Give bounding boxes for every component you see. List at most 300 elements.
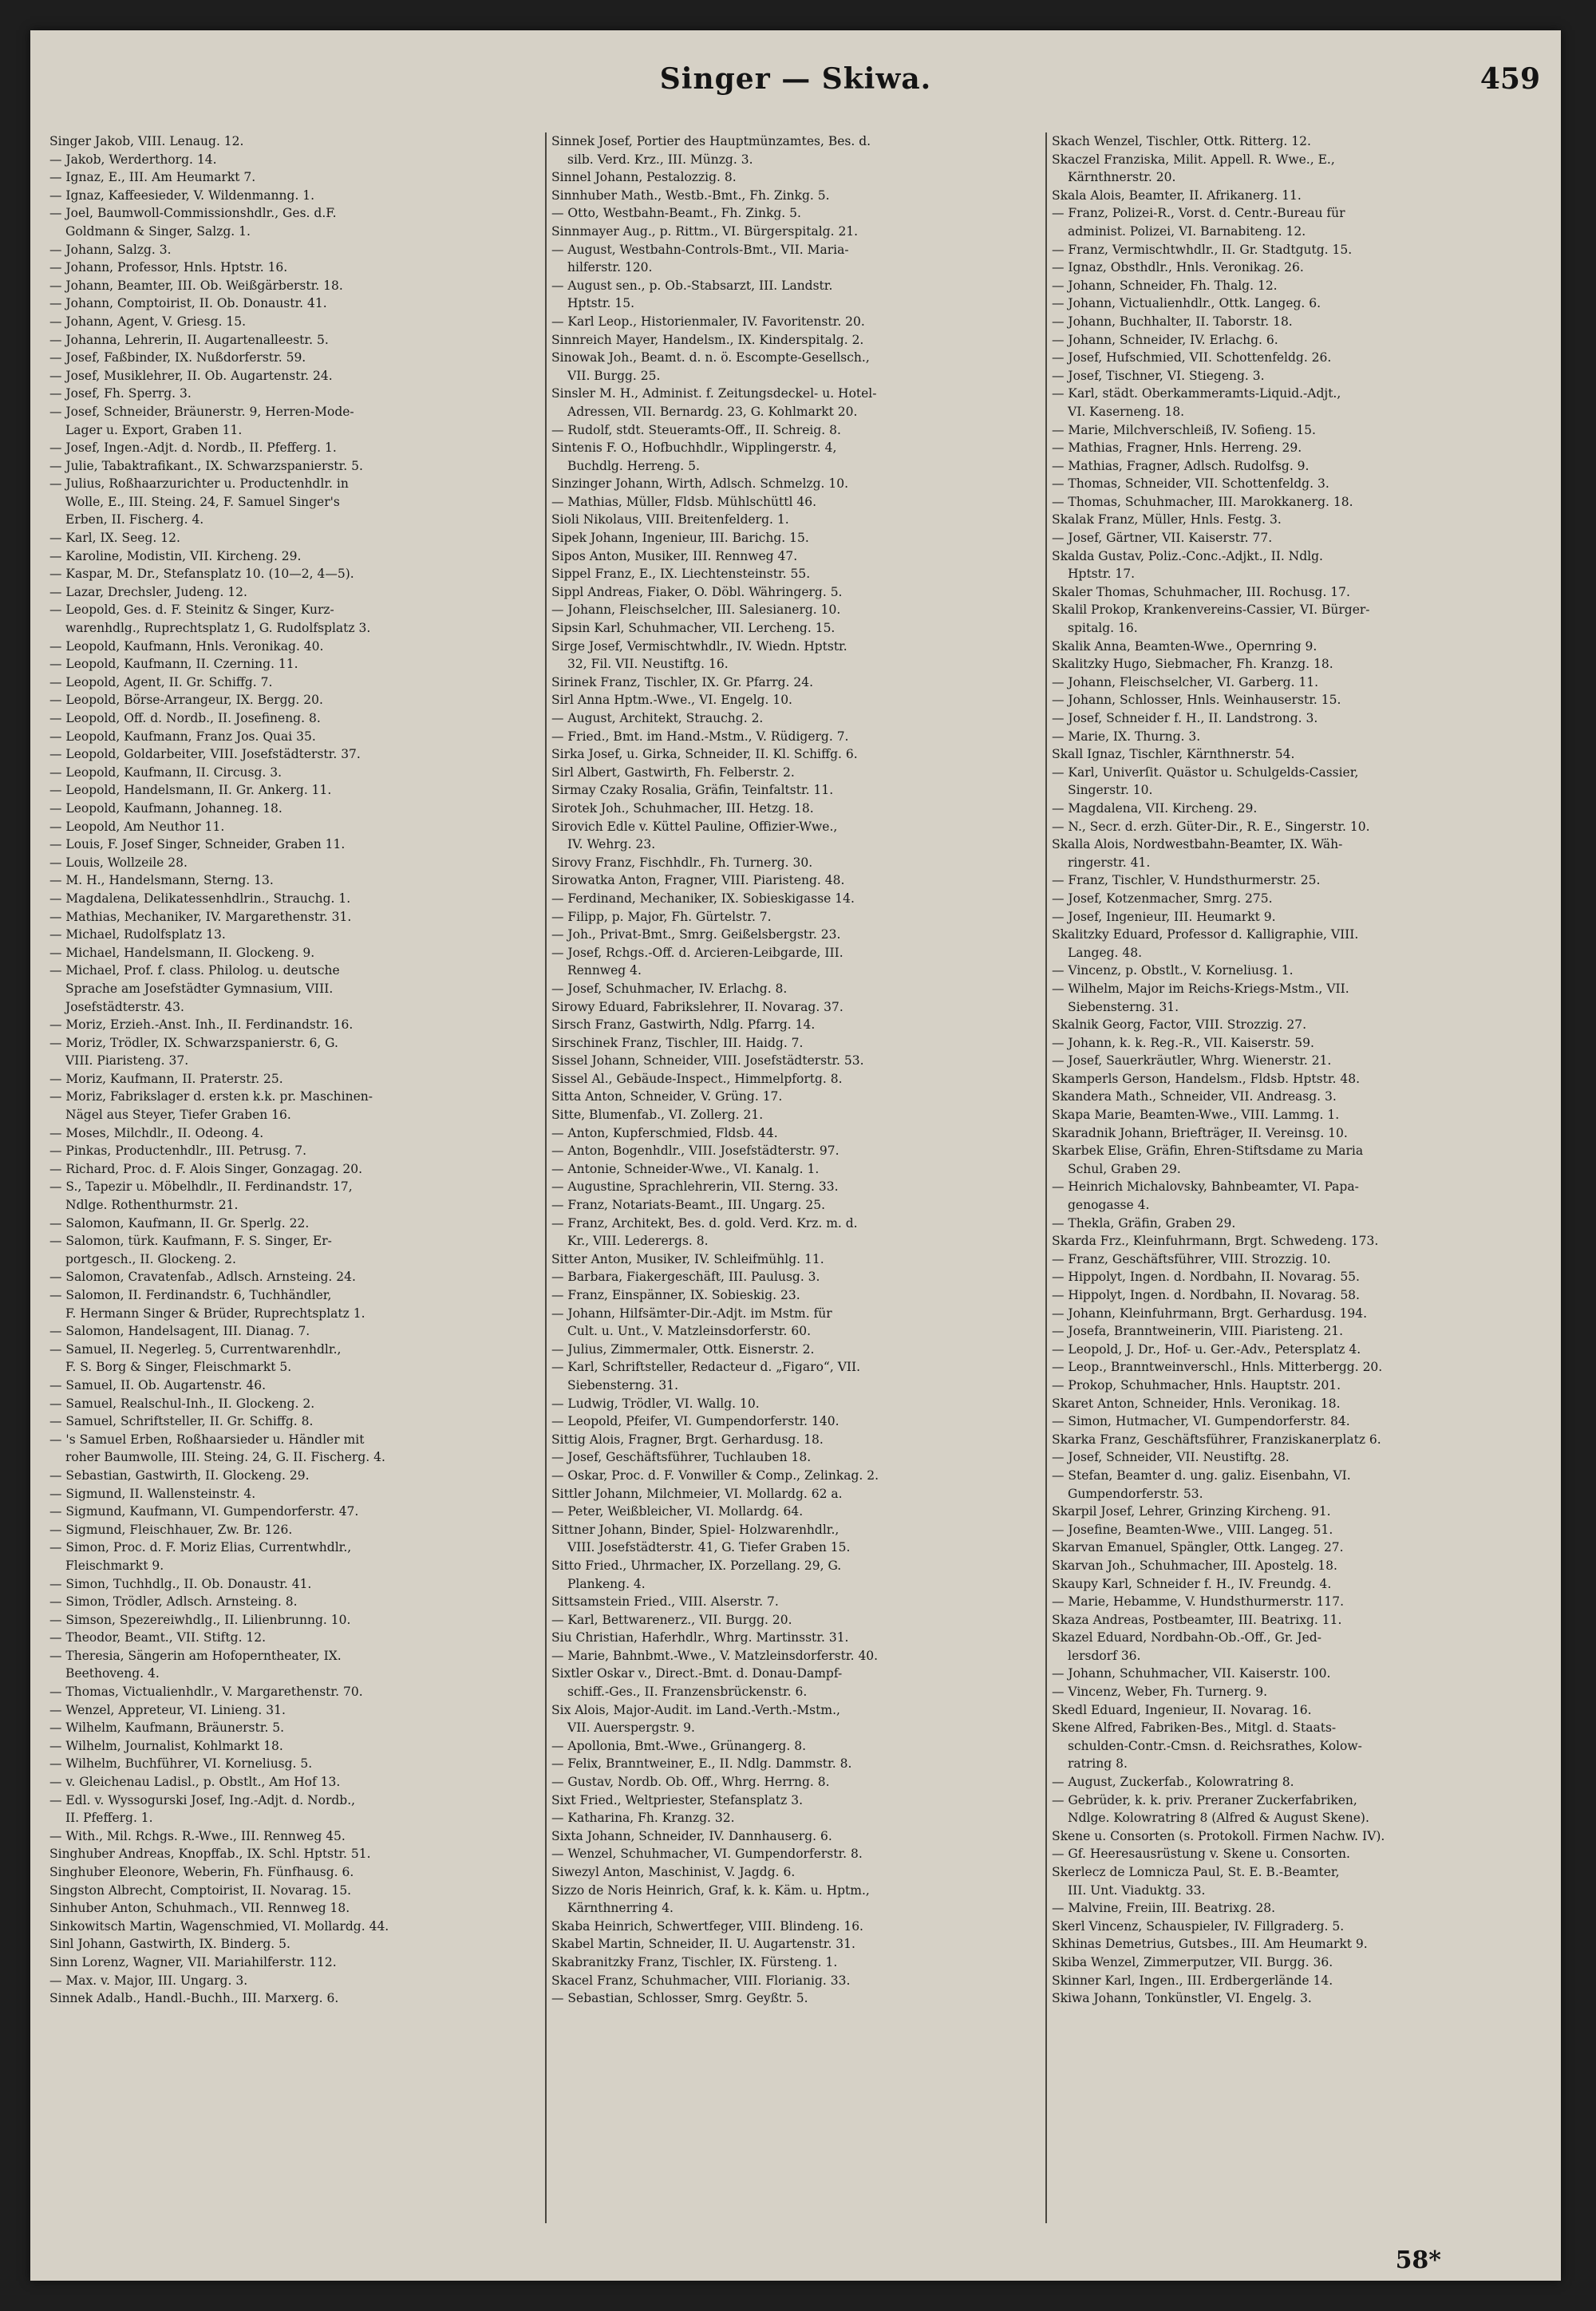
directory-entry-continuation: Goldmann & Singer, Salzg. 1.	[65, 223, 251, 239]
directory-entry: — Johann, Fleischselcher, III. Salesianerg. 10.	[551, 602, 841, 618]
directory-entry: — Josef, Sauerkräutler, Whrg. Wienerstr. 21.	[1052, 1053, 1332, 1069]
directory-entry: — Joh., Privat-Bmt., Smrg. Geißelsbergstr. 23.	[551, 927, 841, 942]
directory-entry: — Moses, Milchdlr., II. Odeong. 4.	[49, 1125, 264, 1140]
directory-entry: Sitta Anton, Schneider, V. Grüng. 17.	[551, 1089, 783, 1104]
directory-entry: — M. H., Handelsmann, Sterng. 13.	[49, 873, 274, 888]
directory-entry: — Josef, Musiklehrer, II. Ob. Augartenstr. 24.	[49, 368, 333, 383]
directory-entry: — Julie, Tabaktrafikant., IX. Schwarzspanierstr. 5.	[49, 458, 363, 473]
directory-entry-continuation: administ. Polizei, VI. Barnabiteng. 12.	[1068, 223, 1306, 239]
directory-entry: — Vincenz, Weber, Fh. Turnerg. 9.	[1052, 1685, 1268, 1700]
directory-entry: Skapa Marie, Beamten-Wwe., VIII. Lammg. 1.	[1052, 1108, 1340, 1123]
directory-entry: Skaradnik Johann, Briefträger, II. Vereinsg. 10.	[1052, 1125, 1348, 1140]
directory-entry: — Leopold, Kaufmann, Johanneg. 18.	[49, 800, 282, 816]
directory-entry: Skedl Eduard, Ingenieur, II. Novarag. 16.	[1052, 1702, 1312, 1717]
directory-entry: — Johann, Kleinfuhrmann, Brgt. Gerhardusg. 194.	[1052, 1306, 1368, 1321]
directory-entry: — Stefan, Beamter d. ung. galiz. Eisenbahn, VI.	[1052, 1468, 1351, 1483]
directory-entry: — Johann, Professor, Hnls. Hptstr. 16.	[49, 260, 288, 275]
directory-entry-continuation: F. Hermann Singer & Brüder, Ruprechtsplatz 1.	[65, 1306, 365, 1321]
directory-entry: — Mathias, Fragner, Adlsch. Rudolfsg. 9.	[1052, 458, 1310, 473]
directory-entry: — Leopold, Pfeifer, VI. Gumpendorferstr. 140.	[551, 1414, 839, 1429]
directory-entry: — Thomas, Schuhmacher, III. Marokkanerg. 18.	[1052, 494, 1353, 509]
directory-entry-continuation: Nägel aus Steyer, Tiefer Graben 16.	[65, 1108, 291, 1123]
directory-entry: — Franz, Einspänner, IX. Sobieskig. 23.	[551, 1288, 800, 1302]
directory-entry: — Sigmund, II. Wallensteinstr. 4.	[49, 1486, 256, 1501]
directory-entry: Skamperls Gerson, Handelsm., Fldsb. Hptstr. 48.	[1052, 1071, 1361, 1086]
directory-entry: — Louis, Wollzeile 28.	[49, 855, 188, 870]
directory-entry: — Edl. v. Wyssogurski Josef, Ing.-Adjt. d. Nordb.,	[49, 1792, 356, 1807]
directory-entry: Sixta Johann, Schneider, IV. Dannhauserg. 6.	[551, 1828, 832, 1843]
directory-entry: — Samuel, II. Ob. Augartenstr. 46.	[49, 1377, 267, 1393]
directory-entry: Skarvan Emanuel, Spängler, Ottk. Langeg. 27.	[1052, 1540, 1344, 1555]
directory-entry: — Johanna, Lehrerin, II. Augartenalleestr. 5.	[49, 332, 329, 347]
directory-entry: Sinhuber Anton, Schuhmach., VII. Rennweg 18.	[49, 1901, 350, 1916]
directory-entry: — Josef, Rchgs.-Off. d. Arcieren-Leibgarde, III.	[551, 945, 843, 960]
directory-entry: — Karl, Schriftsteller, Redacteur d. „Figaro“, VII.	[551, 1360, 861, 1375]
directory-entry: — Salomon, Handelsagent, III. Dianag. 7.	[49, 1324, 310, 1339]
directory-entry: — Marie, Hebamme, V. Hundsthurmerstr. 117.	[1052, 1594, 1345, 1610]
directory-entry: Sinnreich Mayer, Handelsm., IX. Kinderspitalg. 2.	[551, 332, 864, 347]
directory-entry-continuation: Gumpendorferstr. 53.	[1068, 1486, 1203, 1501]
directory-entry: — Mathias, Mechaniker, IV. Margarethenstr. 31.	[49, 909, 352, 924]
directory-entry: — Sigmund, Kaufmann, VI. Gumpendorferstr. 47.	[49, 1504, 359, 1519]
directory-entry-continuation: ratring 8.	[1068, 1756, 1128, 1772]
directory-entry: Sioli Nikolaus, VIII. Breitenfelderg. 1.	[551, 512, 789, 527]
directory-entry: Sittler Johann, Milchmeier, VI. Mollardg. 62 a.	[551, 1486, 843, 1501]
directory-entry: — Pinkas, Productenhdlr., III. Petrusg. 7.	[49, 1144, 306, 1159]
directory-entry: — Leop., Branntweinverschl., Hnls. Mitterbergg. 20.	[1052, 1360, 1383, 1375]
directory-entry: — Filipp, p. Major, Fh. Gürtelstr. 7.	[551, 909, 772, 924]
directory-entry: — Josef, Ingen.-Adjt. d. Nordb., II. Pfefferg. 1.	[49, 440, 337, 456]
directory-entry: — N., Secr. d. erzh. Güter-Dir., R. E., Singerstr. 10.	[1052, 819, 1370, 834]
directory-entry: — Karl, Univerſit. Quästor u. Schulgelds-Cassier,	[1052, 764, 1359, 780]
directory-entry: — Thomas, Schneider, VII. Schottenfeldg. 3.	[1052, 476, 1329, 492]
directory-entry-continuation: portgesch., II. Glockeng. 2.	[65, 1251, 236, 1266]
directory-entry: — Josefa, Branntweinerin, VIII. Piaristeng. 21.	[1052, 1324, 1344, 1339]
directory-entry: — Simon, Tuchhdlg., II. Ob. Donaustr. 41.	[49, 1576, 312, 1591]
directory-entry-continuation: Fleischmarkt 9.	[65, 1558, 164, 1573]
directory-entry-continuation: Adressen, VII. Bernardg. 23, G. Kohlmarkt 20.	[567, 404, 858, 419]
directory-entry: Sittner Johann, Binder, Spiel- Holzwarenhdlr.,	[551, 1522, 839, 1537]
directory-entry-continuation: Ndlge. Kolowratring 8 (Alfred & August Skene).	[1068, 1811, 1369, 1826]
directory-entry: — Josef, Fh. Sperrg. 3.	[49, 386, 192, 401]
directory-entry: — Heinrich Michalovsky, Bahnbeamter, VI. Papa-	[1052, 1179, 1359, 1195]
directory-entry: — Leopold, Kaufmann, Franz Jos. Quai 35.	[49, 729, 316, 744]
directory-entry-continuation: 32, Fil. VII. Neustiftg. 16.	[567, 657, 729, 672]
directory-entry: Siwezyl Anton, Maschinist, V. Jagdg. 6.	[551, 1865, 796, 1879]
directory-entry: — Simon, Proc. d. F. Moriz Elias, Currentwhdlr.,	[49, 1540, 352, 1555]
directory-entry: — Johann, Schlosser, Hnls. Weinhauserstr. 15.	[1052, 693, 1341, 708]
directory-entry: — Prokop, Schuhmacher, Hnls. Hauptstr. 201.	[1052, 1377, 1341, 1393]
directory-entry: Skene Alfred, Fabriken-Bes., Mitgl. d. Staats-	[1052, 1720, 1337, 1736]
directory-entry: Skalnik Georg, Factor, VIII. Strozzig. 27.	[1052, 1017, 1307, 1033]
directory-entry: Sirka Josef, u. Girka, Schneider, II. Kl. Schiffg. 6.	[551, 747, 858, 762]
directory-entry: — Wilhelm, Buchführer, VI. Korneliusg. 5.	[49, 1756, 313, 1772]
directory-entry: — Salomon, II. Ferdinandstr. 6, Tuchhändler,	[49, 1288, 332, 1302]
directory-entry-continuation: Siebensterng. 31.	[567, 1377, 679, 1393]
directory-entry: — Richard, Proc. d. F. Alois Singer, Gonzagag. 20.	[49, 1161, 363, 1176]
directory-entry: — Leopold, Ges. d. F. Steinitz & Singer, Kurz-	[49, 602, 334, 618]
directory-entry: — Gebrüder, k. k. priv. Preraner Zuckerfabriken,	[1052, 1792, 1357, 1807]
directory-entry: Skabranitzky Franz, Tischler, IX. Fürsteng. 1.	[551, 1954, 838, 1969]
directory-entry: — Samuel, Schriftsteller, II. Gr. Schiffg. 8.	[49, 1414, 314, 1429]
directory-entry-continuation: hilferstr. 120.	[567, 260, 653, 275]
directory-entry: — Vincenz, p. Obstlt., V. Korneliusg. 1.	[1052, 963, 1294, 978]
running-title: Singer — Skiwa.	[659, 62, 932, 96]
directory-entry: Sirovy Franz, Fischhdlr., Fh. Turnerg. 30.	[551, 855, 813, 870]
directory-entry: Skaler Thomas, Schuhmacher, III. Rochusg. 17.	[1052, 584, 1350, 599]
directory-entry: Skalak Franz, Müller, Hnls. Festg. 3.	[1052, 512, 1282, 527]
directory-entry: — Felix, Branntweiner, E., II. Ndlg. Dammstr. 8.	[551, 1756, 852, 1772]
directory-entry: Skhinas Demetrius, Gutsbes., III. Am Heumarkt 9.	[1052, 1937, 1368, 1952]
directory-page	[30, 30, 1561, 2281]
directory-entry: — Salomon, Kaufmann, II. Gr. Sperlg. 22.	[49, 1215, 310, 1231]
directory-entry: — Moriz, Trödler, IX. Schwarzspanierstr. 6, G.	[49, 1035, 338, 1050]
directory-entry: — Johann, Hilfsämter-Dir.-Adjt. im Mstm. für	[551, 1306, 832, 1321]
directory-entry: — Joel, Baumwoll-Commissionshdlr., Ges. d.F.	[49, 206, 337, 221]
directory-entry: Skabel Martin, Schneider, II. U. Augartenstr. 31.	[551, 1937, 855, 1952]
directory-entry: — Theodor, Beamt., VII. Stiftg. 12.	[49, 1630, 267, 1645]
directory-entry: — Leopold, Kaufmann, Hnls. Veronikag. 40.	[49, 638, 324, 654]
directory-entry: Sirmay Czaky Rosalia, Gräfin, Teinfaltstr. 11.	[551, 783, 834, 798]
directory-entry: — Leopold, Am Neuthor 11.	[49, 819, 225, 834]
column-right	[1045, 132, 1546, 2223]
directory-entry: — Franz, Polizei-R., Vorst. d. Centr.-Bureau für	[1052, 206, 1345, 221]
directory-entry: — Franz, Tischler, V. Hundsthurmerstr. 25.	[1052, 873, 1321, 888]
directory-entry: — Sebastian, Schlosser, Smrg. Geyßtr. 5.	[551, 1991, 808, 2006]
directory-entry: — Franz, Geschäftsführer, VIII. Strozzig. 10.	[1052, 1251, 1331, 1266]
directory-entry-continuation: VIII. Josefstädterstr. 41, G. Tiefer Graben 15.	[567, 1540, 851, 1555]
directory-entry: Skerl Vincenz, Schauspieler, IV. Fillgraderg. 5.	[1052, 1918, 1345, 1934]
directory-entry: Sintenis F. O., Hofbuchhdlr., Wipplingerstr. 4,	[551, 440, 837, 456]
directory-entry: Skall Ignaz, Tischler, Kärnthnerstr. 54.	[1052, 747, 1295, 762]
column-left	[45, 132, 545, 2223]
directory-entry-continuation: Wolle, E., III. Steing. 24, F. Samuel Singer's	[65, 494, 340, 509]
directory-entry: Sinnek Adalb., Handl.-Buchh., III. Marxerg. 6.	[49, 1991, 339, 2006]
directory-entry: — Marie, Milchverschleiß, IV. Sofieng. 15.	[1052, 422, 1316, 437]
directory-entry: — Kaspar, M. Dr., Stefansplatz 10. (10—2, 4—5).	[49, 567, 354, 582]
directory-entry: Skandera Math., Schneider, VII. Andreasg. 3.	[1052, 1089, 1337, 1104]
directory-entry: — Antonie, Schneider-Wwe., VI. Kanalg. 1.	[551, 1161, 820, 1176]
directory-entry: Sippl Andreas, Fiaker, O. Döbl. Währingerg. 5.	[551, 584, 843, 599]
directory-entry: — Sigmund, Fleischhauer, Zw. Br. 126.	[49, 1522, 293, 1537]
directory-entry-continuation: Langeg. 48.	[1068, 945, 1143, 960]
column-middle	[545, 132, 1045, 2223]
directory-entry: — Josef, Gärtner, VII. Kaiserstr. 77.	[1052, 531, 1273, 546]
directory-entry-continuation: schiff.-Ges., II. Franzensbrückenstr. 6.	[567, 1685, 808, 1700]
directory-entry: Six Alois, Major-Audit. im Land.-Verth.-Mstm.,	[551, 1702, 840, 1717]
directory-entry: — Johann, Comptoirist, II. Ob. Donaustr. 41.	[49, 296, 327, 311]
directory-entry: Sirotek Joh., Schuhmacher, III. Hetzg. 18.	[551, 800, 814, 816]
directory-entry: — With., Mil. Rchgs. R.-Wwe., III. Rennweg 45.	[49, 1828, 346, 1843]
directory-entry-continuation: II. Pfefferg. 1.	[65, 1811, 153, 1826]
directory-entry: — Ignaz, Kaffeesieder, V. Wildenmanng. 1.	[49, 188, 315, 203]
directory-entry: — Theresia, Sängerin am Hofoperntheater, IX.	[49, 1648, 342, 1663]
directory-entry: Sinnel Johann, Pestalozzig. 8.	[551, 170, 737, 185]
directory-entry: — Johann, k. k. Reg.-R., VII. Kaiserstr. 59.	[1052, 1035, 1314, 1050]
directory-entry: Skaczel Franziska, Milit. Appell. R. Wwe., E.,	[1052, 152, 1335, 167]
directory-entry: Sipek Johann, Ingenieur, III. Barichg. 15.	[551, 531, 809, 546]
directory-entry: — Otto, Westbahn-Beamt., Fh. Zinkg. 5.	[551, 206, 801, 221]
directory-entry: — Ludwig, Trödler, VI. Wallg. 10.	[551, 1396, 760, 1411]
directory-entry: — Julius, Zimmermaler, Ottk. Eisnerstr. 2.	[551, 1341, 815, 1357]
directory-entry: Skaret Anton, Schneider, Hnls. Veronikag. 18.	[1052, 1396, 1341, 1411]
directory-entry: Sinn Lorenz, Wagner, VII. Mariahilferstr. 112.	[49, 1954, 337, 1969]
directory-entry: — Salomon, Cravatenfab., Adlsch. Arnsteing. 24.	[49, 1270, 356, 1285]
directory-entry: — Karl Leop., Historienmaler, IV. Favoritenstr. 20.	[551, 314, 865, 329]
directory-entry-continuation: Kärnthnerstr. 20.	[1068, 170, 1176, 185]
directory-entry: — Simon, Trödler, Adlsch. Arnsteing. 8.	[49, 1594, 298, 1610]
directory-entry: Sinzinger Johann, Wirth, Adlsch. Schmelzg. 10.	[551, 476, 849, 492]
directory-entry: Sirowatka Anton, Fragner, VIII. Piaristeng. 48.	[551, 873, 845, 888]
directory-entry: — Leopold, J. Dr., Hof- u. Ger.-Adv., Petersplatz 4.	[1052, 1341, 1361, 1357]
directory-entry: — Thomas, Victualienhdlr., V. Margarethenstr. 70.	[49, 1685, 363, 1700]
directory-entry: Singston Albrecht, Comptoirist, II. Novarag. 15.	[49, 1882, 352, 1898]
directory-entry: — Katharina, Fh. Kranzg. 32.	[551, 1811, 735, 1826]
directory-entry-continuation: Erben, II. Fischerg. 4.	[65, 512, 204, 527]
directory-entry-continuation: Beethoveng. 4.	[65, 1666, 160, 1681]
directory-entry-continuation: VII. Burgg. 25.	[567, 368, 661, 383]
directory-entry-continuation: Lager u. Export, Graben 11.	[65, 422, 243, 437]
directory-entry: — August, Zuckerfab., Kolowratring 8.	[1052, 1775, 1294, 1790]
directory-entry: — Marie, Bahnbmt.-Wwe., V. Matzleinsdorferstr. 40.	[551, 1648, 879, 1663]
directory-entry: Sippel Franz, E., IX. Liechtensteinstr. 55.	[551, 567, 811, 582]
directory-entry: Siu Christian, Haferhdlr., Whrg. Martinsstr. 31.	[551, 1630, 849, 1645]
directory-entry: — August, Westbahn-Controls-Bmt., VII. Maria-	[551, 242, 849, 257]
directory-entry: — Franz, Notariats-Beamt., III. Ungarg. 25.	[551, 1198, 826, 1213]
directory-entry: Sixtler Oskar v., Direct.-Bmt. d. Donau-Dampf-	[551, 1666, 843, 1681]
directory-entry-continuation: III. Unt. Viaduktg. 33.	[1068, 1882, 1206, 1898]
directory-entry: Sirl Albert, Gastwirth, Fh. Felberstr. 2.	[551, 764, 795, 780]
directory-entry-continuation: VIII. Piaristeng. 37.	[65, 1053, 189, 1069]
directory-entry: — Wenzel, Schuhmacher, VI. Gumpendorferstr. 8.	[551, 1847, 863, 1862]
directory-entry: Skaupy Karl, Schneider f. H., IV. Freundg. 4.	[1052, 1576, 1332, 1591]
directory-entry: — Karl, IX. Seeg. 12.	[49, 531, 180, 546]
directory-entry: — Leopold, Agent, II. Gr. Schiffg. 7.	[49, 674, 273, 689]
directory-entry: Sinowak Joh., Beamt. d. n. ö. Escompte-Gesellsch.,	[551, 350, 870, 365]
directory-entry: — Julius, Roßhaarzurichter u. Productenhdlr. in	[49, 476, 349, 492]
directory-entry: Sipsin Karl, Schuhmacher, VII. Lercheng. 15.	[551, 621, 836, 636]
directory-entry: — Michael, Rudolfsplatz 13.	[49, 927, 226, 942]
directory-entry: — Rudolf, stdt. Steueramts-Off., II. Schreig. 8.	[551, 422, 841, 437]
directory-entry: Sipos Anton, Musiker, III. Rennweg 47.	[551, 548, 798, 563]
directory-entry: — Josef, Faßbinder, IX. Nußdorferstr. 59.	[49, 350, 306, 365]
directory-entry: Sirowy Eduard, Fabrikslehrer, II. Novarag. 37.	[551, 999, 843, 1014]
directory-entry: Skaba Heinrich, Schwertfeger, VIII. Blindeng. 16.	[551, 1918, 863, 1934]
directory-entry: — Mathias, Müller, Fldsb. Mühlschüttl 46.	[551, 494, 817, 509]
directory-entry: — Wenzel, Appreteur, VI. Linieng. 31.	[49, 1702, 286, 1717]
directory-entry: — Augustine, Sprachlehrerin, VII. Sterng. 33.	[551, 1179, 839, 1195]
directory-entry-continuation: Kärnthnerring 4.	[567, 1901, 674, 1916]
directory-entry: — Hippolyt, Ingen. d. Nordbahn, II. Novarag. 58.	[1052, 1288, 1360, 1302]
directory-entry: — Josef, Tischner, VI. Stiegeng. 3.	[1052, 368, 1265, 383]
directory-entry: Skalil Prokop, Krankenvereins-Cassier, VI. Bürger-	[1052, 602, 1370, 618]
directory-entry-continuation: Hptstr. 15.	[567, 296, 635, 311]
directory-entry: — Barbara, Fiakergeschäft, III. Paulusg. 3.	[551, 1270, 820, 1285]
directory-entry-continuation: Siebensterng. 31.	[1068, 999, 1179, 1014]
directory-entry: — Moriz, Fabrikslager d. ersten k.k. pr. Maschinen-	[49, 1089, 373, 1104]
directory-entry-continuation: Ndlge. Rothenthurmstr. 21.	[65, 1198, 239, 1213]
directory-entry-continuation: warenhdlg., Ruprechtsplatz 1, G. Rudolfsplatz 3.	[65, 621, 371, 636]
directory-entry: — Oskar, Proc. d. F. Vonwiller & Comp., Zelinkag. 2.	[551, 1468, 879, 1483]
directory-entry: — Wilhelm, Major im Reichs-Kriegs-Mstm., VII.	[1052, 981, 1349, 996]
directory-entry: — Josef, Schneider, VII. Neustiftg. 28.	[1052, 1450, 1290, 1465]
directory-entry-continuation: Hptstr. 17.	[1068, 567, 1136, 582]
directory-entry: — Johann, Schuhmacher, VII. Kaiserstr. 100.	[1052, 1666, 1331, 1681]
directory-entry: — Karoline, Modistin, VII. Kircheng. 29.	[49, 548, 302, 563]
directory-entry: — Gustav, Nordb. Ob. Off., Whrg. Herrng. 8.	[551, 1775, 830, 1790]
directory-entry-continuation: Buchdlg. Herreng. 5.	[567, 458, 700, 473]
directory-entry: Singhuber Andreas, Knopffab., IX. Schl. Hptstr. 51.	[49, 1847, 371, 1862]
directory-entry: — v. Gleichenau Ladisl., p. Obstlt., Am Hof 13.	[49, 1775, 341, 1790]
directory-entry-continuation: spitalg. 16.	[1068, 621, 1138, 636]
directory-entry: Sinnhuber Math., Westb.-Bmt., Fh. Zinkg. 5.	[551, 188, 830, 203]
directory-entry: — Karl, Bettwarenerz., VII. Burgg. 20.	[551, 1612, 792, 1627]
directory-entry: Sizzo de Noris Heinrich, Graf, k. k. Käm. u. Hptm.,	[551, 1882, 870, 1898]
directory-entry: — Josef, Ingenieur, III. Heumarkt 9.	[1052, 909, 1276, 924]
directory-entry: Sinnek Josef, Portier des Hauptmünzamtes, Bes. d.	[551, 134, 871, 148]
directory-entry: Singhuber Eleonore, Weberin, Fh. Fünfhausg. 6.	[49, 1865, 354, 1879]
directory-entry: Skarvan Joh., Schuhmacher, III. Apostelg. 18.	[1052, 1558, 1337, 1573]
directory-entry: — Johann, Buchhalter, II. Taborstr. 18.	[1052, 314, 1293, 329]
directory-entry-continuation: IV. Wehrg. 23.	[567, 837, 656, 852]
directory-entry-continuation: ringerstr. 41.	[1068, 855, 1151, 870]
directory-entry: Sinkowitsch Martin, Wagenschmied, VI. Mollardg. 44.	[49, 1918, 389, 1934]
directory-entry: — Franz, Vermischtwhdlr., II. Gr. Stadtgutg. 15.	[1052, 242, 1353, 257]
directory-entry: — Johann, Schneider, Fh. Thalg. 12.	[1052, 278, 1278, 293]
signature-mark: 58*	[1395, 2246, 1441, 2274]
directory-entry: — Johann, Salzg. 3.	[49, 242, 172, 257]
directory-entry: Skarbek Elise, Gräfin, Ehren-Stiftsdame zu Maria	[1052, 1144, 1364, 1159]
page-header	[30, 62, 1561, 118]
directory-entry-continuation: F. S. Borg & Singer, Fleischmarkt 5.	[65, 1360, 292, 1375]
directory-entry-continuation: VII. Auerspergstr. 9.	[567, 1720, 695, 1736]
directory-entry: — Malvine, Freiin, III. Beatrixg. 28.	[1052, 1901, 1276, 1916]
directory-entry: Sitter Anton, Musiker, IV. Schleifmühlg. 11.	[551, 1251, 824, 1266]
directory-entry: — Wilhelm, Journalist, Kohlmarkt 18.	[49, 1738, 283, 1753]
directory-entry-continuation: Sprache am Josefstädter Gymnasium, VIII.	[65, 981, 334, 996]
directory-entry: — 's Samuel Erben, Roßhaarsieder u. Händler mit	[49, 1432, 365, 1447]
directory-entry: — August sen., p. Ob.-Stabsarzt, III. Landstr.	[551, 278, 833, 293]
directory-entry: Skalitzky Eduard, Professor d. Kalligraphie, VIII.	[1052, 927, 1359, 942]
directory-entry-continuation: Josefstädterstr. 43.	[65, 999, 184, 1014]
directory-entry: Skalda Gustav, Poliz.-Conc.-Adjkt., II. Ndlg.	[1052, 548, 1323, 563]
directory-entry: — Simson, Spezereiwhdlg., II. Lilienbrunng. 10.	[49, 1612, 351, 1627]
directory-entry: — Josef, Schneider, Bräunerstr. 9, Herren-Mode-	[49, 404, 354, 419]
directory-entry: — Lazar, Drechsler, Judeng. 12.	[49, 584, 247, 599]
directory-entry: Skene u. Consorten (s. Protokoll. Firmen Nachw. IV).	[1052, 1828, 1385, 1843]
directory-entry: — Leopold, Goldarbeiter, VIII. Josefstädterstr. 37.	[49, 747, 361, 762]
directory-entry-continuation: Cult. u. Unt., V. Matzleinsdorferstr. 60.	[567, 1324, 812, 1339]
directory-entry: — Thekla, Gräfin, Graben 29.	[1052, 1215, 1236, 1231]
directory-entry: — Anton, Bogenhdlr., VIII. Josefstädterstr. 97.	[551, 1144, 839, 1159]
directory-entry: Skala Alois, Beamter, II. Afrikanerg. 11.	[1052, 188, 1302, 203]
directory-entry: Sittsamstein Fried., VIII. Alserstr. 7.	[551, 1594, 779, 1610]
directory-entry: — Sebastian, Gastwirth, II. Glockeng. 29.	[49, 1468, 310, 1483]
directory-entry: — Ferdinand, Mechaniker, IX. Sobieskigasse 14.	[551, 891, 855, 906]
directory-entry: — Johann, Agent, V. Griesg. 15.	[49, 314, 247, 329]
directory-entry: — Peter, Weißbleicher, VI. Mollardg. 64.	[551, 1504, 804, 1519]
directory-entry: — Leopold, Kaufmann, II. Czerning. 11.	[49, 657, 298, 672]
directory-entry: Sinl Johann, Gastwirth, IX. Binderg. 5.	[49, 1937, 290, 1952]
directory-entry: — Salomon, türk. Kaufmann, F. S. Singer, Er-	[49, 1234, 332, 1249]
directory-entry: Skerlecz de Lomnicza Paul, St. E. B.-Beamter,	[1052, 1865, 1340, 1879]
directory-entry: Skach Wenzel, Tischler, Ottk. Ritterg. 12.	[1052, 134, 1311, 148]
directory-entry-continuation: Plankeng. 4.	[567, 1576, 646, 1591]
directory-entry-continuation: Rennweg 4.	[567, 963, 642, 978]
directory-entry: — August, Architekt, Strauchg. 2.	[551, 711, 764, 725]
directory-entry: Sinnmayer Aug., p. Rittm., VI. Bürgerspitalg. 21.	[551, 223, 859, 239]
directory-entry-continuation: lersdorf 36.	[1068, 1648, 1141, 1663]
directory-entry: Skarda Frz., Kleinfuhrmann, Brgt. Schwedeng. 173.	[1052, 1234, 1379, 1249]
directory-entry: — Leopold, Kaufmann, II. Circusg. 3.	[49, 764, 282, 780]
directory-entry: — Gf. Heeresausrüstung v. Skene u. Consorten.	[1052, 1847, 1350, 1862]
directory-entry-continuation: schulden-Contr.-Cmsn. d. Reichsrathes, Kolow-	[1068, 1738, 1362, 1753]
directory-entry: Skacel Franz, Schuhmacher, VIII. Florianig. 33.	[551, 1973, 851, 1988]
directory-entry: — Moriz, Erzieh.-Anst. Inh., II. Ferdinandstr. 16.	[49, 1017, 354, 1033]
directory-entry: — Ignaz, E., III. Am Heumarkt 7.	[49, 170, 256, 185]
directory-entry: Skalla Alois, Nordwestbahn-Beamter, IX. Wäh-	[1052, 837, 1343, 852]
directory-entry: — Johann, Victualienhdlr., Ottk. Langeg. 6.	[1052, 296, 1321, 311]
directory-entry: — Marie, IX. Thurng. 3.	[1052, 729, 1201, 744]
directory-entry-continuation: silb. Verd. Krz., III. Münzg. 3.	[567, 152, 753, 167]
directory-entry: — Leopold, Handelsmann, II. Gr. Ankerg. 11.	[49, 783, 332, 798]
directory-entry: — Jakob, Werderthorg. 14.	[49, 152, 217, 167]
directory-entry: — Louis, F. Josef Singer, Schneider, Graben 11.	[49, 837, 346, 852]
directory-entry: — Josef, Geschäftsführer, Tuchlauben 18.	[551, 1450, 812, 1465]
directory-entry: — S., Tapezir u. Möbelhdlr., II. Ferdinandstr. 17,	[49, 1179, 353, 1195]
directory-entry: — Samuel, II. Negerleg. 5, Currentwarenhdlr.,	[49, 1341, 342, 1357]
directory-entry: Skalik Anna, Beamten-Wwe., Opernring 9.	[1052, 638, 1317, 654]
directory-entry: — Michael, Prof. f. class. Philolog. u. deutsche	[49, 963, 340, 978]
directory-entry: Skiba Wenzel, Zimmerputzer, VII. Burgg. 36.	[1052, 1954, 1333, 1969]
directory-entry: — Mathias, Fragner, Hnls. Herreng. 29.	[1052, 440, 1302, 456]
directory-entry: Sirinek Franz, Tischler, IX. Gr. Pfarrg. 24.	[551, 674, 814, 689]
directory-entry: Sirge Josef, Vermischtwhdlr., IV. Wiedn. Hptstr.	[551, 638, 847, 654]
directory-entry: — Moriz, Kaufmann, II. Praterstr. 25.	[49, 1071, 283, 1086]
directory-entry: — Johann, Beamter, III. Ob. Weißgärberstr. 18.	[49, 278, 343, 293]
directory-entry: Skarka Franz, Geschäftsführer, Franziskanerplatz 6.	[1052, 1432, 1381, 1447]
directory-entry-continuation: genogasse 4.	[1068, 1198, 1150, 1213]
directory-entry: — Wilhelm, Kaufmann, Bräunerstr. 5.	[49, 1720, 285, 1736]
directory-entry: — Fried., Bmt. im Hand.-Mstm., V. Rüdigerg. 7.	[551, 729, 849, 744]
directory-entry: — Hippolyt, Ingen. d. Nordbahn, II. Novarag. 55.	[1052, 1270, 1360, 1285]
directory-entry: — Simon, Hutmacher, VI. Gumpendorferstr. 84.	[1052, 1414, 1350, 1429]
directory-entry: Sirl Anna Hptm.-Wwe., VI. Engelg. 10.	[551, 693, 792, 708]
directory-entry-continuation: Singerstr. 10.	[1068, 783, 1153, 798]
directory-entry: — Franz, Architekt, Bes. d. gold. Verd. Krz. m. d.	[551, 1215, 858, 1231]
directory-entry: Sirschinek Franz, Tischler, III. Haidg. 7.	[551, 1035, 804, 1050]
directory-entry: Skalitzky Hugo, Siebmacher, Fh. Kranzg. 18.	[1052, 657, 1333, 672]
directory-entry: Singer Jakob, VIII. Lenaug. 12.	[49, 134, 244, 148]
page-number: 459	[1479, 62, 1540, 96]
directory-entry: — Karl, städt. Oberkammeramts-Liquid.-Adjt.,	[1052, 386, 1341, 401]
directory-entry: Skaza Andreas, Postbeamter, III. Beatrixg. 11.	[1052, 1612, 1342, 1627]
directory-entry: Skarpil Josef, Lehrer, Grinzing Kircheng. 91.	[1052, 1504, 1331, 1519]
directory-entry: — Apollonia, Bmt.-Wwe., Grünangerg. 8.	[551, 1738, 806, 1753]
directory-entry-continuation: roher Baumwolle, III. Steing. 24, G. II. Fischerg. 4.	[65, 1450, 385, 1465]
directory-entry: — Josef, Kotzenmacher, Smrg. 275.	[1052, 891, 1273, 906]
directory-entry: — Magdalena, Delikatessenhdlrin., Strauchg. 1.	[49, 891, 351, 906]
directory-entry: Sitto Fried., Uhrmacher, IX. Porzellang. 29, G.	[551, 1558, 842, 1573]
directory-entry: Sixt Fried., Weltpriester, Stefansplatz 3.	[551, 1792, 804, 1807]
directory-entry: Sissel Johann, Schneider, VIII. Josefstädterstr. 53.	[551, 1053, 864, 1069]
directory-entry: — Johann, Schneider, IV. Erlachg. 6.	[1052, 332, 1278, 347]
directory-entry: — Anton, Kupferschmied, Fldsb. 44.	[551, 1125, 778, 1140]
directory-entry: — Ignaz, Obsthdlr., Hnls. Veronikag. 26.	[1052, 260, 1304, 275]
directory-entry-continuation: VI. Kaserneng. 18.	[1068, 404, 1185, 419]
directory-entry: Skazel Eduard, Nordbahn-Ob.-Off., Gr. Jed-	[1052, 1630, 1321, 1645]
directory-entry: Sissel Al., Gebäude-Inspect., Himmelpfortg. 8.	[551, 1071, 843, 1086]
